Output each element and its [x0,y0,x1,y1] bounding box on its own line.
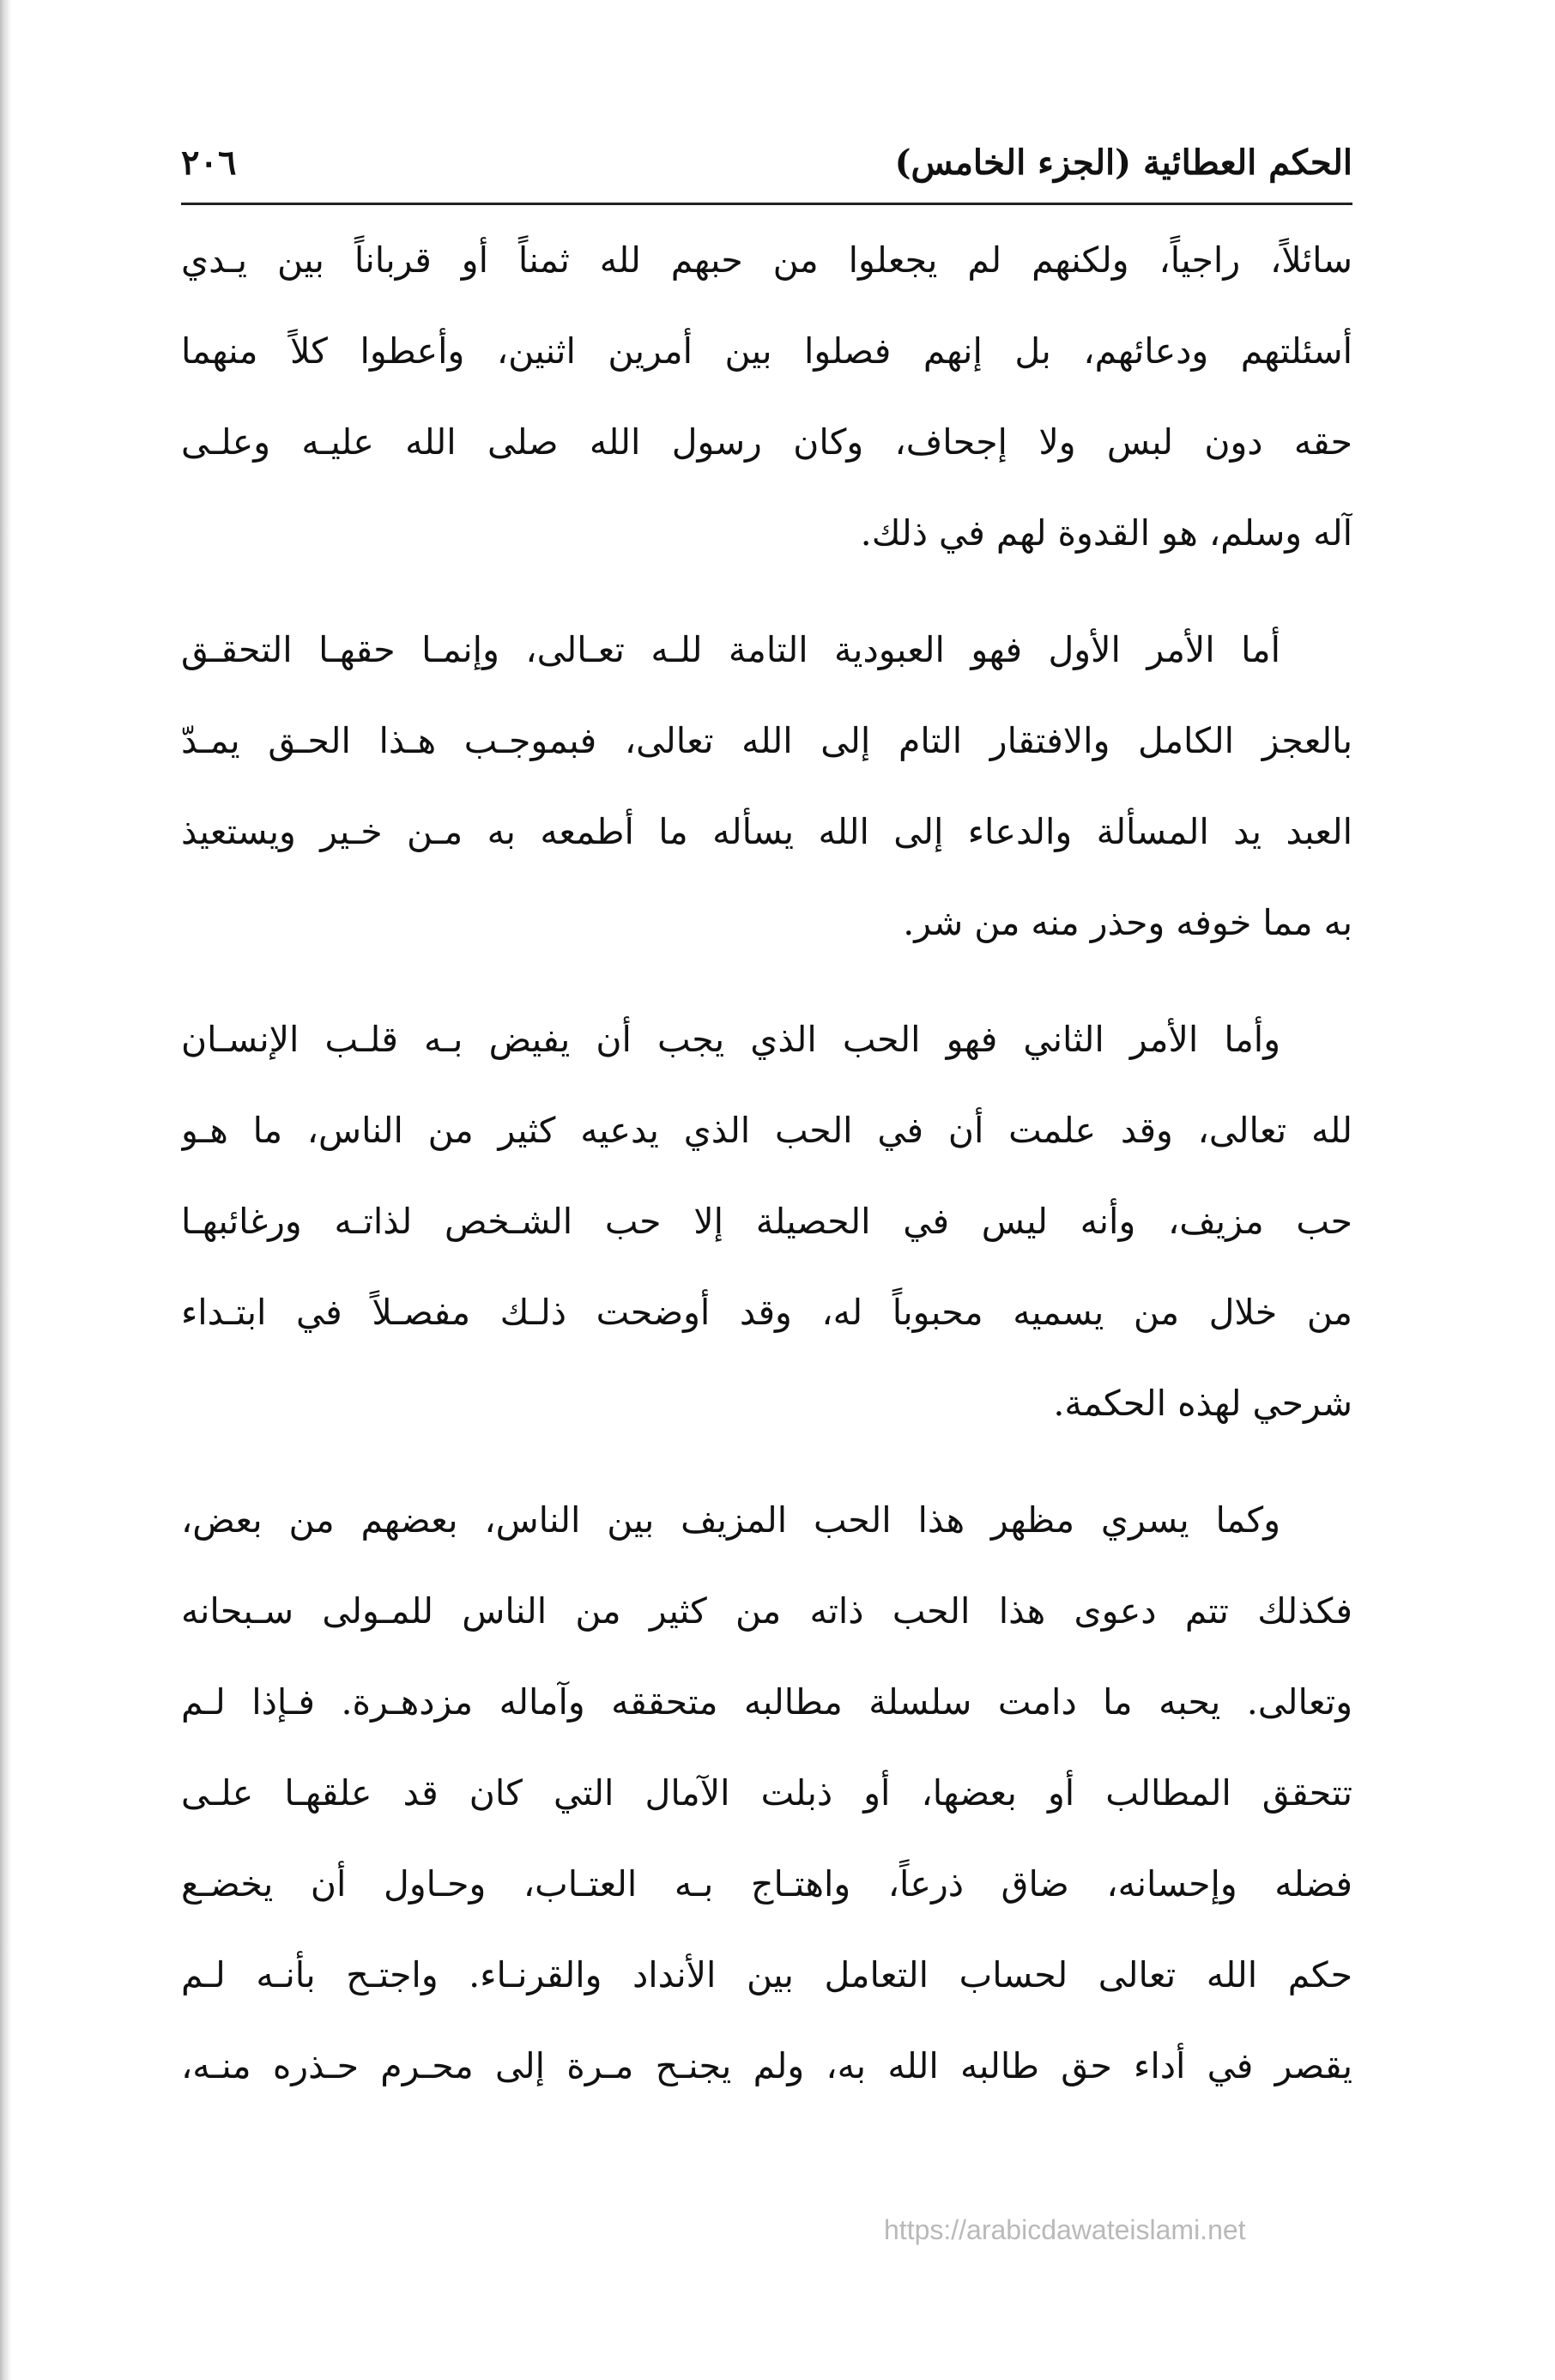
paragraph-3 [181,994,1352,1449]
text-line: لله تعالى، وقد علمت أن في الحب الذي يدعيه كثير من الناس، ما هـو [181,1110,1352,1151]
paragraph-4 [181,1475,1352,2111]
text-line: وتعالى. يحبه ما دامت سلسلة مطالبه متحققه وآماله مزدهـرة. فـإذا لـم [181,1681,1352,1723]
text-line: العبد يد المسألة والدعاء إلى الله يسأله ما أطمعه به مـن خـير ويستعيذ [181,811,1352,852]
header-divider [181,203,1352,205]
text-line: وكما يسري مظهر هذا الحب المزيف بين الناس، بعضهم من بعض، [181,1499,1280,1541]
text-line: سائلاً، راجياً، ولكنهم لم يجعلوا من حبهم لله ثمناً أو قرباناً بين يـدي [181,239,1352,281]
text-line: أما الأمر الأول فهو العبودية التامة للـه تعـالى، وإنمـا حقهـا التحقـق [181,629,1280,670]
text-line: فكذلك تتم دعوى هذا الحب ذاته من كثير من الناس للمـولى سـبحانه [181,1590,1352,1632]
running-title: الحكم العطائية (الجزء الخامس) [894,142,1352,183]
text-line: حقه دون لبس ولا إجحاف، وكان رسول الله صلى الله عليـه وعلـى [181,421,1352,463]
text-line: من خلال من يسميه محبوباً له، وقد أوضحت ذلـك مفصـلاً في ابتـداء [181,1292,1352,1333]
page-number: ٢٠٦ [181,142,237,183]
paragraph-1 [181,215,1352,578]
text-line: به مما خوفه وحذر منه من شر. [903,902,1352,943]
paragraph-2 [181,604,1352,968]
watermark-url: https://arabicdawateislami.net [884,2214,1246,2245]
text-line: يقصر في أداء حق طالبه الله به، ولم يجنـح مـرة إلى محـرم حـذره منـه، [181,2045,1352,2086]
scan-edge [0,0,12,2380]
text-line: آله وسلم، هو القدوة لهم في ذلك. [860,512,1352,554]
text-line: شرحي لهذه الحكمة. [1053,1383,1352,1424]
text-line: بالعجز الكامل والافتقار التام إلى الله تعالى، فبموجـب هـذا الحـق يمـدّ [181,720,1352,761]
body-text [181,215,1352,2137]
text-line: أسئلتهم ودعائهم، بل إنهم فصلوا بين أمرين اثنين، وأعطوا كلاً منهما [181,330,1352,372]
text-line: فضله وإحسانه، ضاق ذرعاً، واهتـاج بـه العتـاب، وحـاول أن يخضـع [181,1863,1352,1905]
text-line: تتحقق المطالب أو بعضها، أو ذبلت الآمال التي كان قد علقهـا علـى [181,1772,1352,1814]
text-line: حب مزيف، وأنه ليس في الحصيلة إلا حب الشـخص لذاتـه ورغائبهـا [181,1201,1352,1242]
page-header [181,137,1352,197]
book-page [181,137,1352,2283]
text-line: وأما الأمر الثاني فهو الحب الذي يجب أن يفيض بـه قلـب الإنسـان [181,1019,1280,1060]
text-line: حكم الله تعالى لحساب التعامل بين الأنداد والقرنـاء. واجتـح بأنـه لـم [181,1954,1352,1995]
